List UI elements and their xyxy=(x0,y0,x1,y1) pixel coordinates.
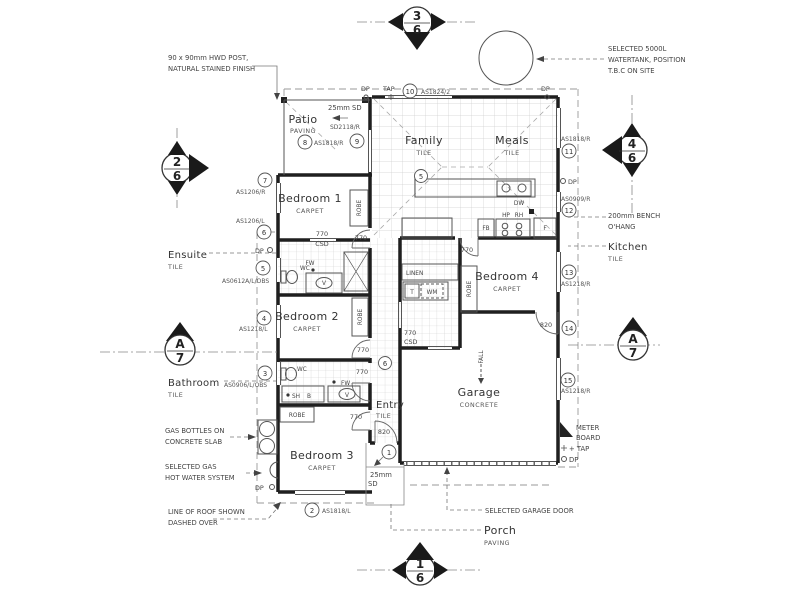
floor-mark-hall: 6 xyxy=(382,360,388,368)
code-10: AS1824/2 xyxy=(421,89,451,96)
room-label-bedroom3: Bedroom 3 xyxy=(290,449,354,462)
door-label-csd-hall: CSD xyxy=(404,338,418,346)
code-7: AS1206/R xyxy=(236,189,266,196)
fb-label: FB xyxy=(482,226,490,232)
room-label-porch: Porch xyxy=(484,524,517,537)
note-sd-top: 25mm SD xyxy=(328,104,362,112)
note-roof-2: DASHED OVER xyxy=(168,519,218,527)
room-finish-ensuite: TILE xyxy=(168,264,184,271)
note-watertank-3: T.B.C ON SITE xyxy=(608,67,655,75)
robe-label-bed3: ROBE xyxy=(288,413,306,419)
note-sd-entry-1: 25mm xyxy=(370,471,392,479)
tag-num-14: 14 xyxy=(564,325,574,333)
floor-mark-family: 5 xyxy=(418,173,424,181)
room-finish-bedroom3: CARPET xyxy=(308,465,336,472)
marker-a7l-top: A xyxy=(175,337,185,351)
room-label-patio: Patio xyxy=(288,113,318,126)
room-finish-bedroom4: CARPET xyxy=(493,286,521,293)
dp-circle-right xyxy=(561,179,566,184)
marker-2-bottom: 6 xyxy=(172,169,182,183)
tap-symbol-meter xyxy=(561,445,567,451)
code-4: AS1218/L xyxy=(239,326,268,333)
note-sd-entry-2: SD xyxy=(368,480,378,488)
dp-circle-left-bottom xyxy=(270,485,275,490)
code-12: AS0909/R xyxy=(561,196,591,203)
note-garage-door: SELECTED GARAGE DOOR xyxy=(485,507,574,515)
marker-3-bottom: 6 xyxy=(412,23,422,37)
door-label-770-bed3: 770 xyxy=(349,413,363,421)
note-watertank-1: SELECTED 5000L xyxy=(608,45,667,53)
tag-num-8: 8 xyxy=(302,139,308,147)
robe-label-bed1: ROBE xyxy=(357,199,363,217)
tag-num-7: 7 xyxy=(262,177,268,185)
room-finish-family: TILE xyxy=(416,150,432,157)
room-finish-porch: PAVING xyxy=(484,540,511,547)
tag-num-15: 15 xyxy=(563,377,573,385)
dw-label: DW xyxy=(513,201,525,207)
room-label-ensuite: Ensuite xyxy=(168,250,208,261)
room-label-bedroom2: Bedroom 2 xyxy=(275,310,339,323)
room-label-meals: Meals xyxy=(495,134,529,147)
marker-1-bottom: 6 xyxy=(415,571,425,585)
marker-a7-right xyxy=(568,317,660,360)
code-5: AS0612A/L/OBS xyxy=(222,278,270,285)
note-bench-1: 200mm BENCH xyxy=(608,212,661,220)
room-label-bedroom4: Bedroom 4 xyxy=(475,270,539,283)
code-15: AS1218/R xyxy=(561,388,591,395)
marker-3-top: 3 xyxy=(412,9,422,23)
note-hws-2: HOT WATER SYSTEM xyxy=(165,474,235,482)
wc-label-ensuite: WC xyxy=(300,266,310,272)
note-gas-2: CONCRETE SLAB xyxy=(165,438,223,446)
tag-num-3: 3 xyxy=(262,370,268,378)
room-label-entry: Entry xyxy=(376,400,405,411)
code-6: AS1206/L xyxy=(236,218,265,225)
tag-num-2: 2 xyxy=(309,507,315,515)
vanity-label-bath: V xyxy=(345,393,349,399)
rh-label: RH xyxy=(514,213,524,219)
note-bench-2: O'HANG xyxy=(608,223,636,231)
hp-label: HP xyxy=(502,213,510,219)
dp-label-left-mid: DP xyxy=(255,247,264,255)
leader-hwd-post xyxy=(252,66,277,95)
dp-label-right: DP xyxy=(568,178,577,186)
note-watertank-2: WATERTANK, POSITION xyxy=(608,56,686,64)
room-finish-entry: TILE xyxy=(376,413,392,420)
fw-label-bath: FW xyxy=(341,381,351,387)
vanity-label-ensuite: V xyxy=(322,281,326,287)
arrow-sd-top xyxy=(332,115,340,121)
gas-bottle-1 xyxy=(260,422,275,437)
bath-label: B xyxy=(307,394,311,400)
tag-num-6: 6 xyxy=(261,229,267,237)
watertank-circle xyxy=(479,31,533,85)
note-hwd-post-1: 90 x 90mm HWD POST, xyxy=(168,54,249,62)
door-label-770-bath: 770 xyxy=(355,368,369,376)
fw-label-ensuite: FW xyxy=(305,261,315,267)
tag-num-13: 13 xyxy=(564,269,574,277)
code-3: AS0906/L/OBS xyxy=(224,382,268,389)
gas-bottle-2 xyxy=(260,439,275,454)
dp-label-top-right: DP xyxy=(541,85,550,93)
shower-label-bath: SH xyxy=(292,394,301,400)
structural-post xyxy=(529,209,534,214)
note-meter-1: METER xyxy=(576,424,600,432)
door-label-770-bed2: 770 xyxy=(356,346,370,354)
room-label-bedroom1: Bedroom 1 xyxy=(278,192,342,205)
door-label-770-bed1: 770 xyxy=(354,234,368,242)
note-meter-2: BOARD xyxy=(576,434,601,442)
room-finish-bedroom1: CARPET xyxy=(296,208,324,215)
note-gas-1: GAS BOTTLES ON xyxy=(165,427,225,435)
arrow-gas xyxy=(248,434,256,440)
trough-label: T xyxy=(410,290,414,296)
bath-floor-waste xyxy=(332,380,335,383)
note-meter-3: + TAP xyxy=(569,445,590,453)
tile-family-meals xyxy=(372,97,558,238)
marker-3-6 xyxy=(357,7,477,50)
linen-label: LINEN xyxy=(406,271,424,277)
marker-a7r-top: A xyxy=(628,332,638,346)
leader-porch xyxy=(391,502,481,530)
room-label-garage: Garage xyxy=(457,386,501,399)
marker-2-6 xyxy=(162,128,209,208)
room-finish-bathroom: TILE xyxy=(168,392,184,399)
code-13: AS1218/R xyxy=(561,281,591,288)
leader-garage-door xyxy=(447,472,482,510)
door-label-770-bed1csd: 770 xyxy=(315,230,329,238)
fridge-label: F xyxy=(543,226,547,232)
door-label-770-laundry: 770 xyxy=(460,246,474,254)
fall-arrowhead xyxy=(478,378,484,384)
marker-4-top: 4 xyxy=(627,137,637,151)
door-label-820-garage: 820 xyxy=(539,321,553,329)
tag-num-5: 5 xyxy=(260,265,266,273)
room-label-kitchen: Kitchen xyxy=(608,242,648,253)
marker-1-6 xyxy=(357,542,483,585)
marker-1-top: 1 xyxy=(415,557,425,571)
fall-label: FALL xyxy=(479,350,485,364)
marker-4-6 xyxy=(602,95,647,213)
bath-shower-rose xyxy=(286,393,289,396)
garage-door-sill xyxy=(404,462,556,466)
dp-circle-meter xyxy=(562,457,567,462)
code-8: AS1818/R xyxy=(314,140,344,147)
door-label-770-hallcsd: 770 xyxy=(404,329,417,337)
arrow-watertank xyxy=(536,56,544,62)
door-label-820-entry: 820 xyxy=(377,428,391,436)
wc-label-bath: WC xyxy=(297,367,307,373)
room-finish-bedroom2: CARPET xyxy=(293,326,321,333)
door-label-csd-bed1: CSD xyxy=(315,240,329,248)
arrow-hws xyxy=(254,470,262,476)
robe-label-bed2: ROBE xyxy=(358,308,364,326)
dp-circle-left-mid xyxy=(268,248,273,253)
meter-board-symbol xyxy=(560,422,573,437)
tag-num-4: 4 xyxy=(261,315,267,323)
tag-num-11: 11 xyxy=(564,148,574,156)
code-9: SD2118/R xyxy=(330,124,360,131)
marker-a7r-bottom: 7 xyxy=(628,346,638,360)
tap-label-top: TAP xyxy=(383,85,395,93)
wm-label: WM xyxy=(426,290,438,296)
note-meter-dp: DP xyxy=(569,456,579,464)
marker-a7l-bottom: 7 xyxy=(175,351,185,365)
note-roof-1: LINE OF ROOF SHOWN xyxy=(168,508,245,516)
tag-num-1: 1 xyxy=(386,449,392,457)
tag-num-10: 10 xyxy=(405,88,415,96)
marker-2-top: 2 xyxy=(172,155,182,169)
code-11: AS1818/R xyxy=(561,136,591,143)
arrow-hwd-post xyxy=(274,93,280,100)
ensuite-floor-waste xyxy=(311,268,314,271)
room-finish-patio: PAVING xyxy=(289,128,317,135)
arrow-garage-door xyxy=(444,467,450,474)
dp-label-top-left: DP xyxy=(361,85,370,93)
tag-num-9: 9 xyxy=(354,138,360,146)
room-label-family: Family xyxy=(405,134,443,147)
marker-4-bottom: 6 xyxy=(627,151,637,165)
room-finish-meals: TILE xyxy=(504,150,520,157)
room-finish-garage: CONCRETE xyxy=(459,402,499,409)
tag-num-12: 12 xyxy=(564,207,574,215)
room-finish-kitchen: TILE xyxy=(608,256,624,263)
room-label-bathroom: Bathroom xyxy=(168,378,220,389)
robe-label-bed4: ROBE xyxy=(467,280,473,298)
note-hwd-post-2: NATURAL STAINED FINISH xyxy=(168,65,256,73)
note-hws-1: SELECTED GAS xyxy=(165,463,217,471)
dp-label-left-bottom: DP xyxy=(255,484,264,492)
code-2: AS1818/L xyxy=(322,508,351,515)
